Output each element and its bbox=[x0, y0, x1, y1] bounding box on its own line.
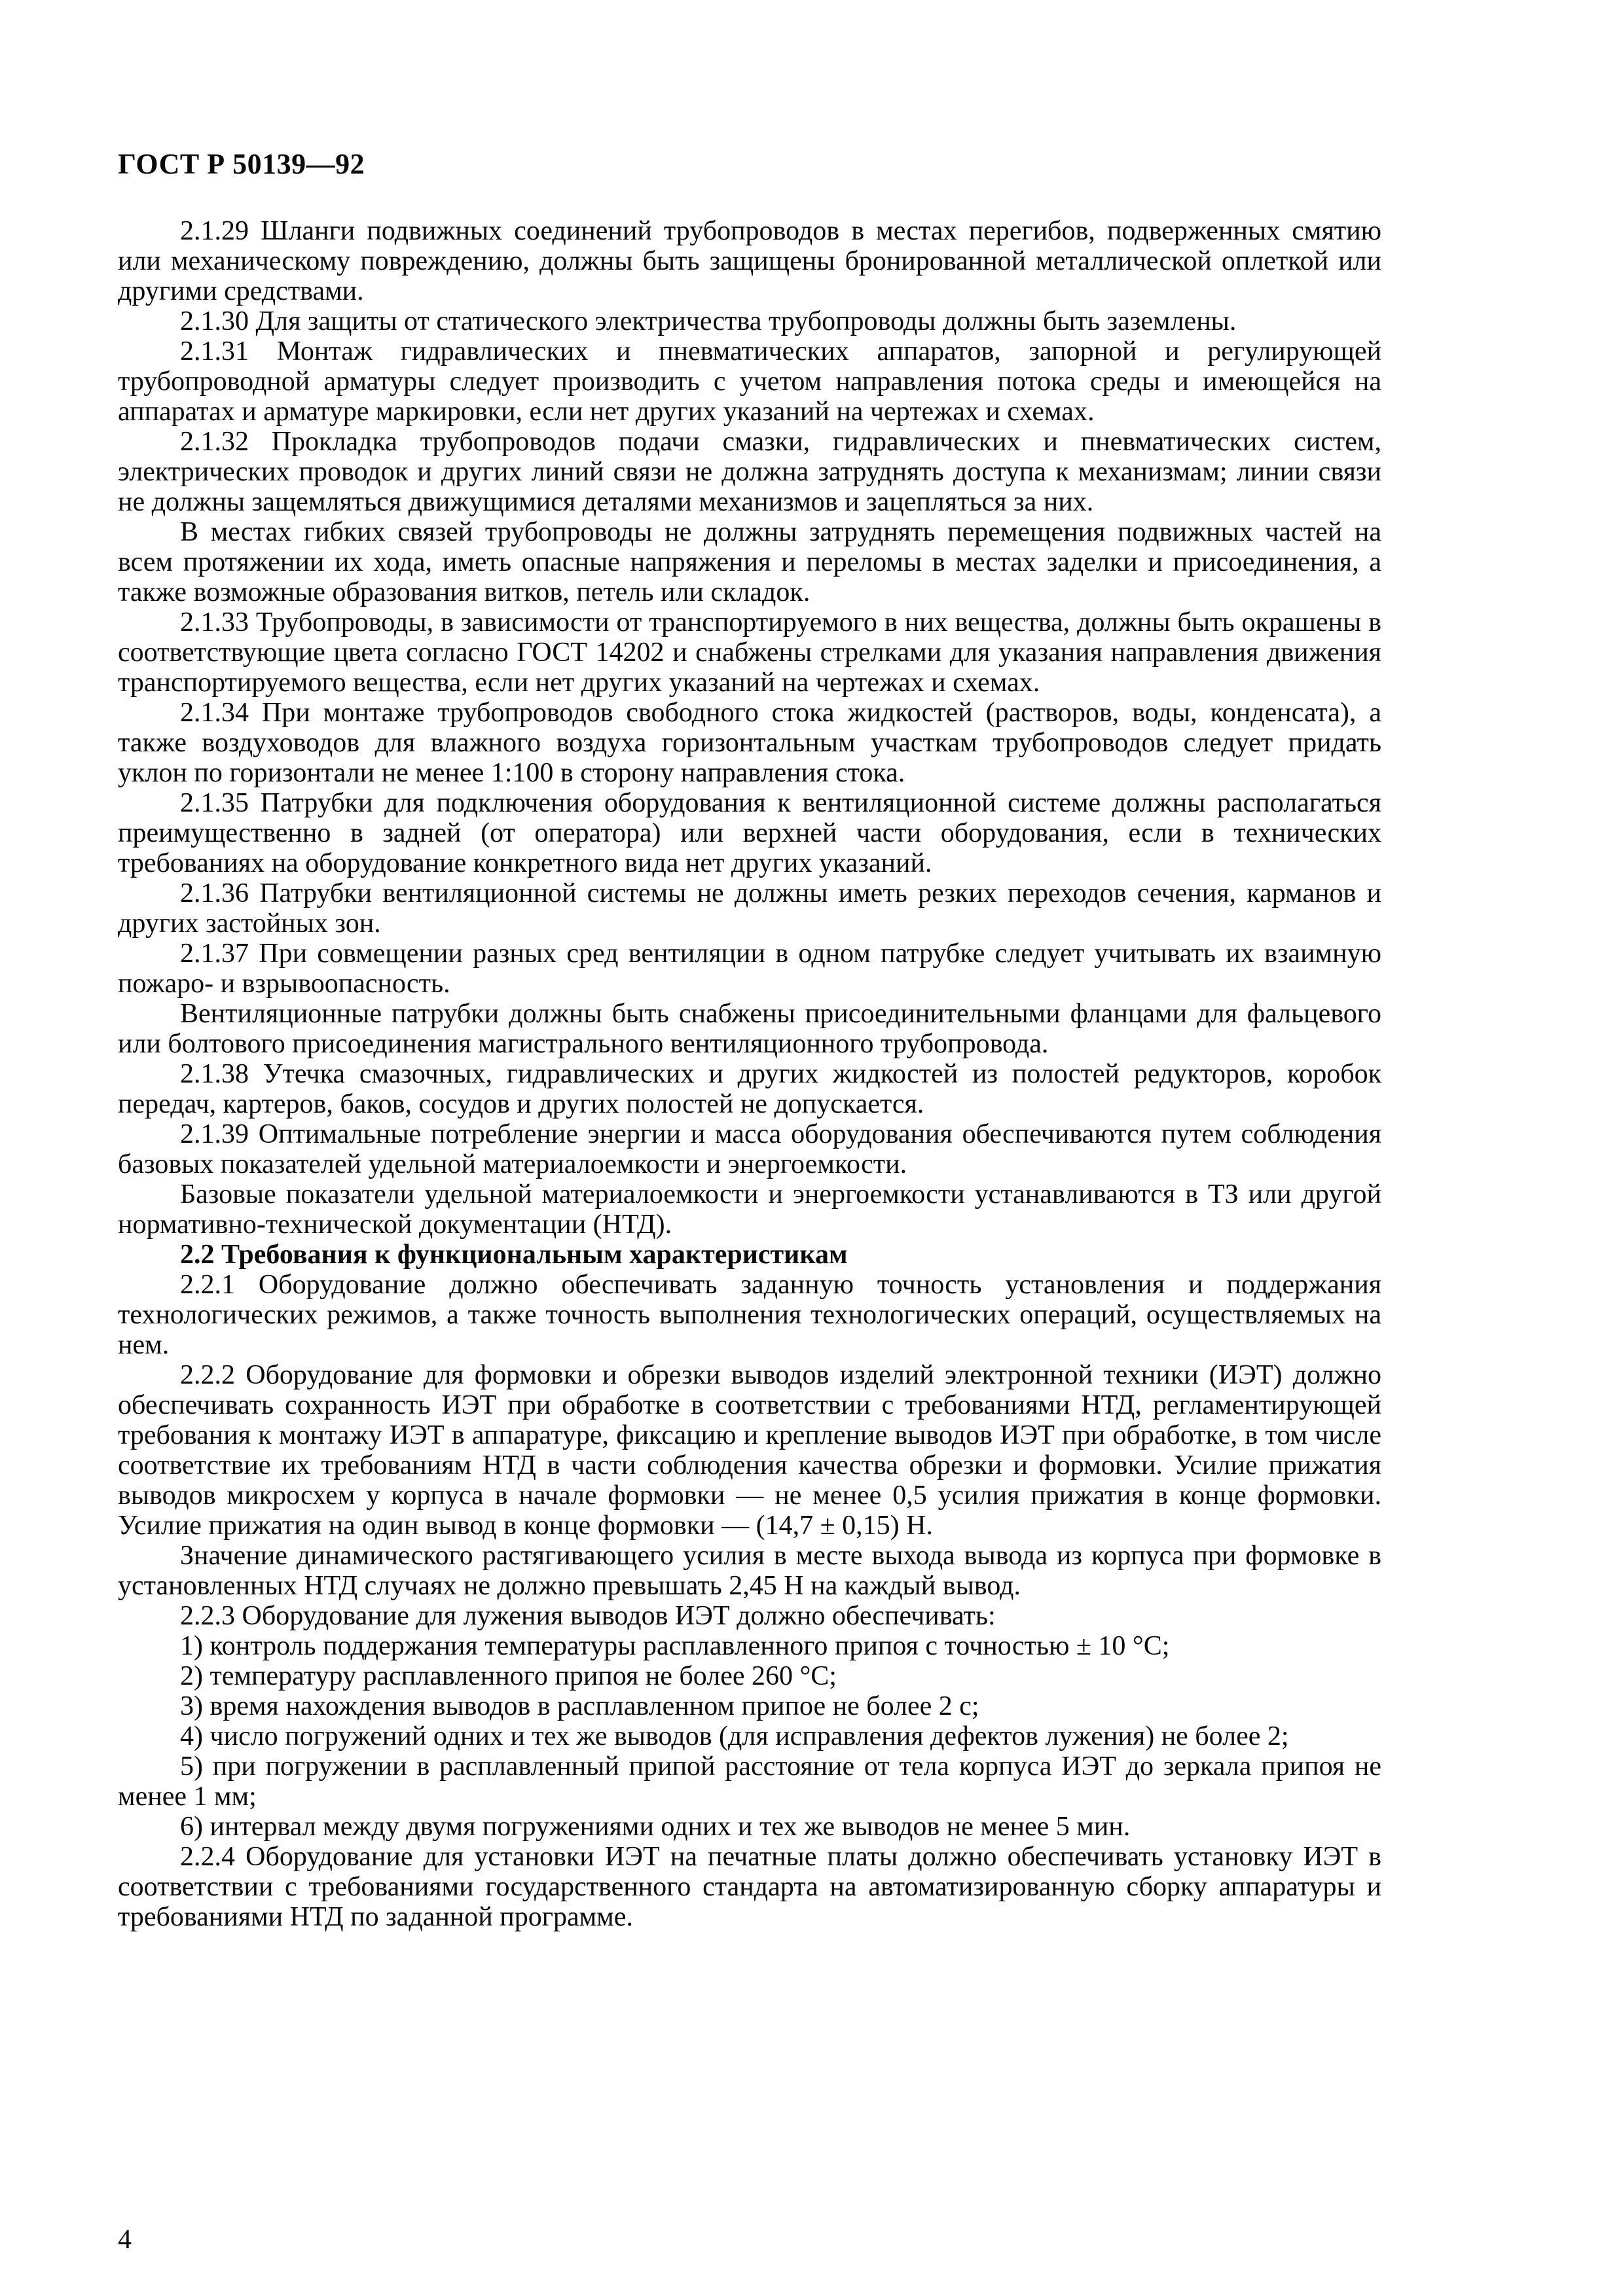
doc-paragraph: 2.2.3 Оборудование для лужения выводов ИЭТ должно обеспечивать: bbox=[180, 1601, 996, 1631]
doc-paragraph: Базовые показатели удельной материалоемкости и энергоемкости устанавливаются в ТЗ или другой нормативно-технической документации (НТД). bbox=[118, 1179, 1381, 1240]
doc-paragraph: 2.1.31 Монтаж гидравлических и пневматических аппаратов, запорной и регулирующей трубопроводной арматуры следует производить с учетом направления потока среды и имеющейся на аппаратах и арматуре маркировки, если нет других указаний на чертежах и схемах. bbox=[118, 336, 1381, 427]
section-heading: 2.2 Требования к функциональным характеристикам bbox=[180, 1240, 848, 1270]
standard-number: ГОСТ Р 50139—92 bbox=[118, 148, 365, 180]
doc-list-item: 3) время нахождения выводов в расплавленном припое не более 2 с; bbox=[180, 1691, 979, 1721]
doc-paragraph: Вентиляционные патрубки должны быть снабжены присоединительными фланцами для фальцевого или болтового присоединения магистрального вентиляционного трубопровода. bbox=[118, 999, 1381, 1059]
doc-paragraph: 2.1.34 При монтаже трубопроводов свободного стока жидкостей (растворов, воды, конденсата), а также воздуховодов для влажного воздуха горизонтальным участкам трубопроводов следует придать уклон по горизонтали не менее 1:100 в сторону направления стока. bbox=[118, 698, 1381, 788]
doc-list-item: 2) температуру расплавленного припоя не более 260 °С; bbox=[180, 1661, 837, 1691]
doc-paragraph: 2.1.33 Трубопроводы, в зависимости от транспортируемого в них вещества, должны быть окрашены в соответствующие цвета согласно ГОСТ 14202 и снабжены стрелками для указания направления движения транспортируемого вещества, если нет других указаний на чертежах и схемах. bbox=[118, 607, 1381, 698]
doc-paragraph: 2.1.32 Прокладка трубопроводов подачи смазки, гидравлических и пневматических систем, электрических проводок и других линий связи не должна затруднять доступа к механизмам; линии связи не должны защемляться движущимися деталями механизмов и зацепляться за них. bbox=[118, 427, 1381, 517]
doc-paragraph: 2.1.36 Патрубки вентиляционной системы не должны иметь резких переходов сечения, карманов и других застойных зон. bbox=[118, 878, 1381, 939]
doc-paragraph: 2.1.38 Утечка смазочных, гидравлических и других жидкостей из полостей редукторов, коробок передач, картеров, баков, сосудов и других полостей не допускается. bbox=[118, 1059, 1381, 1119]
doc-paragraph: 2.2.1 Оборудование должно обеспечивать заданную точность установления и поддержания технологических режимов, а также точность выполнения технологических операций, осуществляемых на нем. bbox=[118, 1270, 1381, 1360]
doc-paragraph: 2.1.30 Для защиты от статического электричества трубопроводы должны быть заземлены. bbox=[180, 306, 1237, 336]
doc-paragraph: 2.1.35 Патрубки для подключения оборудования к вентиляционной системе должны располагаться преимущественно в задней (от оператора) или верхней части оборудования, если в технических требованиях на оборудование конкретного вида нет других указаний. bbox=[118, 788, 1381, 878]
doc-paragraph: 2.1.29 Шланги подвижных соединений трубопроводов в местах перегибов, подверженных смятию или механическому повреждению, должны быть защищены бронированной металлической оплеткой или другими средствами. bbox=[118, 216, 1381, 306]
doc-paragraph: 2.2.4 Оборудование для установки ИЭТ на печатные платы должно обеспечивать установку ИЭТ в соответствии с требованиями государственного стандарта на автоматизированную сборку аппаратуры и требованиями НТД по заданной программе. bbox=[118, 1842, 1381, 1932]
doc-list-item: 1) контроль поддержания температуры расплавленного припоя с точностью ± 10 °С; bbox=[180, 1631, 1170, 1661]
page-number: 4 bbox=[118, 2225, 132, 2255]
doc-paragraph: В местах гибких связей трубопроводы не должны затруднять перемещения подвижных частей на всем протяжении их хода, иметь опасные напряжения и переломы в местах заделки и присоединения, а также возможные образования витков, петель или складок. bbox=[118, 517, 1381, 607]
doc-list-item: 5) при погружении в расплавленный припой расстояние от тела корпуса ИЭТ до зеркала припоя не менее 1 мм; bbox=[118, 1751, 1381, 1812]
doc-paragraph: Значение динамического растягивающего усилия в месте выхода вывода из корпуса при формовке в установленных НТД случаях не должно превышать 2,45 Н на каждый вывод. bbox=[118, 1541, 1381, 1601]
doc-paragraph: 2.2.2 Оборудование для формовки и обрезки выводов изделий электронной техники (ИЭТ) должно обеспечивать сохранность ИЭТ при обработке в соответствии с требованиями НТД, регламентирующей требования к монтажу ИЭТ в аппаратуре, фиксацию и крепление выводов ИЭТ при обработке, в том числе соответствие их требованиям НТД в части соблюдения качества обрезки и формовки. Усилие прижатия выводов микросхем у корпуса в начале формовки — не менее 0,5 усилия прижатия в конце формовки. Усилие прижатия на один вывод в конце формовки — (14,7 ± 0,15) Н. bbox=[118, 1360, 1381, 1541]
doc-paragraph: 2.1.39 Оптимальные потребление энергии и масса оборудования обеспечиваются путем соблюдения базовых показателей удельной материалоемкости и энергоемкости. bbox=[118, 1119, 1381, 1179]
document-body bbox=[118, 216, 1381, 1932]
doc-paragraph: 2.1.37 При совмещении разных сред вентиляции в одном патрубке следует учитывать их взаимную пожаро- и взрывоопасность. bbox=[118, 939, 1381, 999]
doc-list-item: 6) интервал между двумя погружениями одних и тех же выводов не менее 5 мин. bbox=[180, 1812, 1131, 1842]
doc-list-item: 4) число погружений одних и тех же выводов (для исправления дефектов лужения) не более 2; bbox=[180, 1721, 1289, 1751]
